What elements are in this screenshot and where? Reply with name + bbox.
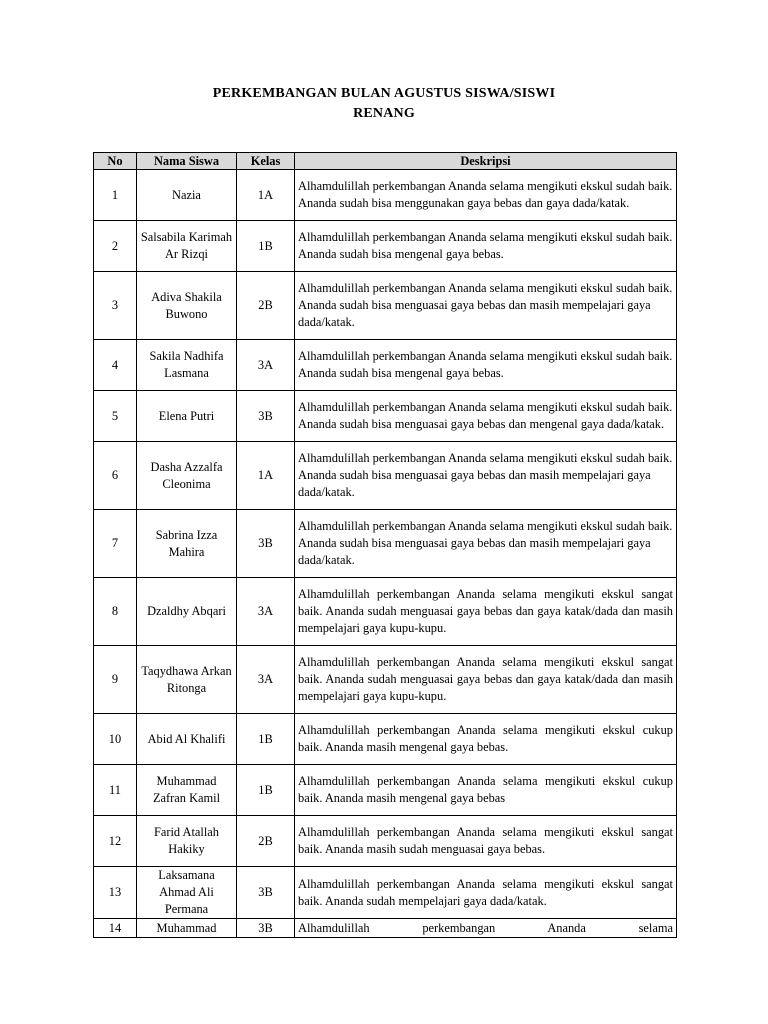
cell-deskripsi: Alhamdulillah perkembangan Ananda selama mengikuti ekskul sudah baik. Ananda sudah bisa menguasai gaya bebas dan masih mempelajari gaya dada/katak. — [295, 272, 677, 340]
table-row — [94, 272, 677, 340]
cell-no: 8 — [94, 578, 137, 646]
header-kelas: Kelas — [237, 153, 295, 170]
table-row — [94, 442, 677, 510]
document-title — [0, 84, 768, 124]
table-row — [94, 816, 677, 867]
table-row — [94, 340, 677, 391]
cell-deskripsi: Alhamdulillah perkembangan Ananda selama mengikuti ekskul sudah baik. Ananda sudah bisa menguasai gaya bebas dan mengenal gaya dada/katak. — [295, 391, 677, 442]
cell-nama: Elena Putri — [137, 391, 237, 442]
cell-kelas: 3B — [237, 391, 295, 442]
cell-deskripsi: Alhamdulillah perkembangan Ananda selama mengikuti ekskul sudah baik. Ananda sudah bisa menggunakan gaya bebas dan gaya dada/katak. — [295, 170, 677, 221]
cell-no: 13 — [94, 867, 137, 919]
cell-no: 5 — [94, 391, 137, 442]
cell-no: 7 — [94, 510, 137, 578]
table-row — [94, 646, 677, 714]
cell-nama: Muhammad — [137, 919, 237, 938]
cell-no: 6 — [94, 442, 137, 510]
cell-kelas: 3A — [237, 340, 295, 391]
cell-nama: Muhammad Zafran Kamil — [137, 765, 237, 816]
title-line-2: RENANG — [353, 106, 415, 121]
cell-nama: Sabrina Izza Mahira — [137, 510, 237, 578]
cell-nama: Abid Al Khalifi — [137, 714, 237, 765]
cell-kelas: 3B — [237, 510, 295, 578]
cell-kelas: 1A — [237, 170, 295, 221]
cell-kelas: 3B — [237, 867, 295, 919]
table-row — [94, 919, 677, 938]
cell-no: 12 — [94, 816, 137, 867]
cell-nama: Nazia — [137, 170, 237, 221]
table-row — [94, 510, 677, 578]
cell-nama: Sakila Nadhifa Lasmana — [137, 340, 237, 391]
header-deskripsi: Deskripsi — [295, 153, 677, 170]
cell-no: 1 — [94, 170, 137, 221]
cell-no: 2 — [94, 221, 137, 272]
cell-deskripsi: Alhamdulillah perkembangan Ananda selama mengikuti ekskul sangat baik. Ananda sudah menguasai gaya bebas dan gaya katak/dada dan masih mempelajari gaya kupu-kupu. — [295, 578, 677, 646]
cell-nama: Taqydhawa Arkan Ritonga — [137, 646, 237, 714]
table-header-row — [94, 153, 677, 170]
cell-kelas: 2B — [237, 816, 295, 867]
cell-nama: Laksamana Ahmad Ali Permana — [137, 867, 237, 919]
cell-no: 10 — [94, 714, 137, 765]
cell-nama: Farid Atallah Hakiky — [137, 816, 237, 867]
cell-nama: Salsabila Karimah Ar Rizqi — [137, 221, 237, 272]
cell-no: 4 — [94, 340, 137, 391]
cell-deskripsi: Alhamdulillah perkembangan Ananda selama mengikuti ekskul cukup baik. Ananda masih mengenal gaya bebas. — [295, 714, 677, 765]
table-row — [94, 714, 677, 765]
cell-kelas: 3A — [237, 646, 295, 714]
cell-deskripsi: Alhamdulillah perkembangan Ananda selama mengikuti ekskul sangat baik. Ananda sudah mempelajari gaya dada/katak. — [295, 867, 677, 919]
cell-nama: Adiva Shakila Buwono — [137, 272, 237, 340]
progress-table — [93, 152, 677, 938]
table-row — [94, 867, 677, 919]
cell-nama: Dzaldhy Abqari — [137, 578, 237, 646]
cell-nama: Dasha Azzalfa Cleonima — [137, 442, 237, 510]
cell-kelas: 1A — [237, 442, 295, 510]
cell-deskripsi: Alhamdulillah perkembangan Ananda selama mengikuti ekskul sudah baik. Ananda sudah bisa mengenal gaya bebas. — [295, 340, 677, 391]
table-row — [94, 170, 677, 221]
cell-kelas: 1B — [237, 714, 295, 765]
cell-kelas: 3A — [237, 578, 295, 646]
cell-deskripsi: Alhamdulillah perkembangan Ananda selama mengikuti ekskul sangat baik. Ananda masih sudah menguasai gaya bebas. — [295, 816, 677, 867]
table-row — [94, 391, 677, 442]
cell-no: 3 — [94, 272, 137, 340]
cell-kelas: 1B — [237, 765, 295, 816]
cell-no: 14 — [94, 919, 137, 938]
header-no: No — [94, 153, 137, 170]
cell-deskripsi: Alhamdulillah perkembangan Ananda selama — [295, 919, 677, 938]
cell-deskripsi: Alhamdulillah perkembangan Ananda selama mengikuti ekskul sudah baik. Ananda sudah bisa mengenal gaya bebas. — [295, 221, 677, 272]
cell-kelas: 2B — [237, 272, 295, 340]
cell-deskripsi: Alhamdulillah perkembangan Ananda selama mengikuti ekskul sangat baik. Ananda sudah menguasai gaya bebas dan gaya katak/dada dan masih mempelajari gaya kupu-kupu. — [295, 646, 677, 714]
header-nama-siswa: Nama Siswa — [137, 153, 237, 170]
cell-kelas: 1B — [237, 221, 295, 272]
table-row — [94, 221, 677, 272]
title-line-1: PERKEMBANGAN BULAN AGUSTUS SISWA/SISWI — [212, 86, 556, 101]
cell-deskripsi: Alhamdulillah perkembangan Ananda selama mengikuti ekskul sudah baik. Ananda sudah bisa menguasai gaya bebas dan masih mempelajari gaya dada/katak. — [295, 510, 677, 578]
table-row — [94, 765, 677, 816]
cell-deskripsi: Alhamdulillah perkembangan Ananda selama mengikuti ekskul cukup baik. Ananda masih mengenal gaya bebas — [295, 765, 677, 816]
table-row — [94, 578, 677, 646]
cell-no: 11 — [94, 765, 137, 816]
cell-kelas: 3B — [237, 919, 295, 938]
cell-deskripsi: Alhamdulillah perkembangan Ananda selama mengikuti ekskul sudah baik. Ananda sudah bisa menguasai gaya bebas dan masih mempelajari gaya dada/katak. — [295, 442, 677, 510]
cell-no: 9 — [94, 646, 137, 714]
